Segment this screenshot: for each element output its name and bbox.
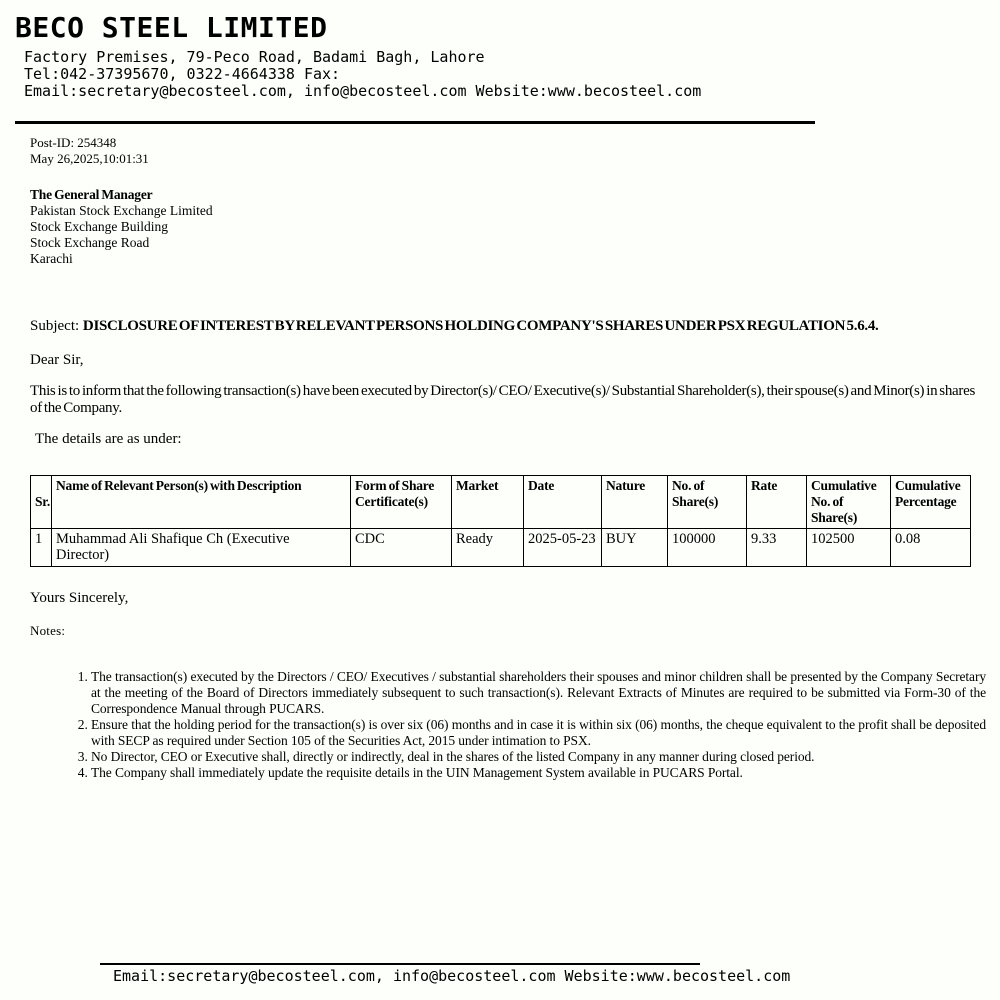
salutation: Dear Sir,	[30, 352, 84, 368]
letterhead-address: Factory Premises, 79-Peco Road, Badami Bagh, Lahore	[24, 48, 485, 66]
page-footer	[0, 963, 1000, 985]
note-item-2: 2. Ensure that the holding period for the transaction(s) is over six (06) months and in case it is within six (06) months, the cheque equivalent to the profit shall be deposited with SECP as required under Section 105 of the Securities Act, 2015 under intimation to PSX.	[91, 717, 986, 749]
letterhead-phone: Tel:042-37395670, 0322-4664338 Fax:	[24, 65, 341, 83]
cell-date: 2025-05-23	[524, 529, 602, 567]
table-header-row	[31, 476, 971, 529]
header-divider	[15, 121, 815, 124]
company-name: BECO STEEL LIMITED	[15, 11, 328, 44]
details-intro: The details are as under:	[35, 431, 182, 447]
col-header-form: Form of Share Certificate(s)	[351, 476, 452, 529]
col-header-name: Name of Relevant Person(s) with Description	[52, 476, 351, 529]
col-header-cumulative-shares: Cumulative No. of Share(s)	[807, 476, 891, 529]
col-header-market: Market	[452, 476, 524, 529]
note-item-3: 3. No Director, CEO or Executive shall, directly or indirectly, deal in the shares of the listed Company in any manner during closed period.	[91, 749, 986, 765]
table-row	[31, 529, 971, 567]
col-header-sr: Sr.	[31, 476, 52, 529]
closing: Yours Sincerely,	[30, 590, 129, 606]
subject-line	[30, 317, 975, 335]
post-id: Post-ID: 254348	[30, 135, 117, 150]
recipient-org: Pakistan Stock Exchange Limited	[30, 203, 213, 218]
letterhead-email: Email:secretary@becosteel.com, info@becosteel.com Website:www.becosteel.com	[24, 82, 702, 100]
post-datetime: May 26,2025,10:01:31	[30, 151, 149, 166]
recipient-building: Stock Exchange Building	[30, 219, 168, 234]
recipient-road: Stock Exchange Road	[30, 235, 150, 250]
cell-name: Muhammad Ali Shafique Ch (Executive Director)	[52, 529, 351, 567]
footer-email: Email:secretary@becosteel.com, info@becosteel.com Website:www.becosteel.com	[113, 967, 791, 985]
col-header-date: Date	[524, 476, 602, 529]
cell-cumulative-percentage: 0.08	[891, 529, 971, 567]
disclosure-table	[30, 475, 971, 567]
cell-cumulative-shares: 102500	[807, 529, 891, 567]
notes-label: Notes:	[30, 623, 66, 638]
body-paragraph: This is to inform that the following transaction(s) have been executed by Director(s)/ CEO/ Executive(s)/ Substantial Shareholder(s), their spouse(s) and Minor(s) in shares of the Company.	[30, 383, 975, 416]
note-item-4: 4. The Company shall immediately update the requisite details in the UIN Management System available in PUCARS Portal.	[91, 765, 986, 781]
col-header-cumulative-percentage: Cumulative Percentage	[891, 476, 971, 529]
letterhead	[0, 0, 1000, 124]
cell-market: Ready	[452, 529, 524, 567]
post-meta	[30, 135, 975, 167]
recipient-city: Karachi	[30, 251, 73, 266]
cell-nature: BUY	[602, 529, 668, 567]
recipient-title: The General Manager	[30, 187, 153, 202]
note-item-1: 1. The transaction(s) executed by the Directors / CEO/ Executives / substantial shareholders their spouses and minor children shall be presented by the Company Secretary at the meeting of the Board of Directors immediately subsequent to such transaction(s). Relevant Extracts of Minutes are required to be submitted via Form-30 of the Correspondence Manual through PUCARS.	[91, 669, 986, 717]
letter-body	[30, 135, 986, 781]
footer-divider	[100, 963, 700, 965]
subject-text: DISCLOSURE OF INTEREST BY RELEVANT PERSONS HOLDING COMPANY'S SHARES UNDER PSX REGULATION 5.6.4.	[82, 318, 879, 334]
recipient-address	[30, 187, 975, 267]
cell-sr: 1	[31, 529, 52, 567]
cell-rate: 9.33	[747, 529, 807, 567]
cell-shares: 100000	[668, 529, 747, 567]
col-header-nature: Nature	[602, 476, 668, 529]
notes-list	[61, 669, 986, 781]
letterhead-contact-block	[15, 49, 1000, 100]
subject-label: Subject:	[30, 318, 83, 334]
cell-form: CDC	[351, 529, 452, 567]
col-header-shares: No. of Share(s)	[668, 476, 747, 529]
col-header-rate: Rate	[747, 476, 807, 529]
